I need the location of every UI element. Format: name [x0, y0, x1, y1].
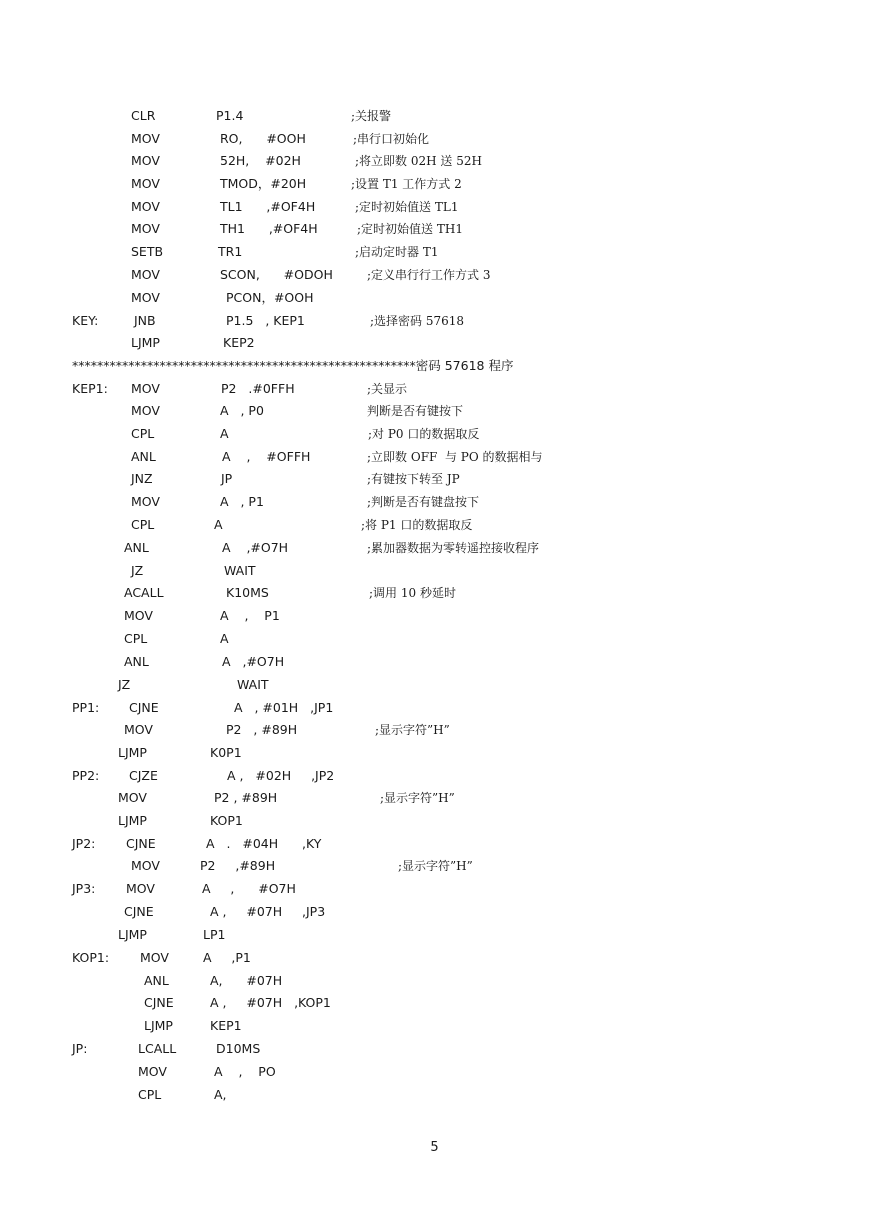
code-line [0, 197, 869, 217]
code-line [0, 401, 869, 421]
code-operand: A ,#O7H [222, 540, 289, 555]
code-comment: ;对 P0 口的数据取反 [368, 427, 480, 441]
code-mnemonic: MOV [126, 881, 155, 896]
code-line [0, 1016, 869, 1036]
code-operand: TR1 [218, 244, 243, 259]
code-mnemonic: CPL [124, 631, 148, 646]
code-line [0, 515, 869, 535]
code-mnemonic: CJNE [129, 700, 159, 715]
code-mnemonic: LJMP [118, 927, 147, 942]
code-comment: ;有键按下转至 JP [367, 472, 460, 486]
code-mnemonic: ANL [144, 973, 169, 988]
code-comment: 判断是否有键按下 [367, 404, 464, 418]
code-mnemonic: ANL [131, 449, 156, 464]
code-mnemonic: MOV [131, 403, 160, 418]
code-operand: P1.4 [216, 108, 244, 123]
code-mnemonic: LCALL [138, 1041, 177, 1056]
code-comment: ;显示字符”H” [380, 791, 455, 805]
code-line [0, 469, 869, 489]
code-mnemonic: ANL [124, 540, 149, 555]
code-comment: ;显示字符”H” [375, 723, 450, 737]
code-comment: ;显示字符”H” [398, 859, 473, 873]
code-label: KEP1: [72, 381, 108, 396]
code-label: JP3: [72, 881, 96, 896]
code-mnemonic: JZ [131, 563, 144, 578]
code-label: PP2: [72, 768, 100, 783]
code-operand: A , P0 [220, 403, 264, 418]
code-comment: ;判断是否有键盘按下 [367, 495, 480, 509]
code-operand: A , #02H ,JP2 [227, 768, 335, 783]
code-operand: PCON，#OOH [226, 290, 314, 305]
code-line [0, 1062, 869, 1082]
code-mnemonic: MOV [140, 950, 169, 965]
code-comment: ;串行口初始化 [353, 132, 430, 146]
code-operand: A, #07H [210, 973, 283, 988]
code-line [0, 811, 869, 831]
code-line [0, 242, 869, 262]
code-operand: A , #07H ,JP3 [210, 904, 326, 919]
code-operand: SCON, #ODOH [220, 267, 333, 282]
code-mnemonic: MOV [131, 176, 160, 191]
code-label: JP2: [72, 836, 96, 851]
code-line [0, 447, 869, 467]
code-operand: JP [221, 471, 233, 486]
code-operand: TL1 ,#OF4H [220, 199, 316, 214]
code-mnemonic: MOV [138, 1064, 167, 1079]
code-mnemonic: LJMP [118, 813, 147, 828]
code-mnemonic: JZ [118, 677, 131, 692]
code-line [0, 856, 869, 876]
code-operand: A [220, 426, 229, 441]
code-mnemonic: LJMP [131, 335, 160, 350]
code-operand: WAIT [224, 563, 256, 578]
code-line [0, 288, 869, 308]
code-comment: ;定时初始值送 TH1 [357, 222, 463, 236]
code-line [0, 265, 869, 285]
code-operand: A [214, 517, 223, 532]
code-mnemonic: MOV [124, 608, 153, 623]
code-operand: 52H, #02H [220, 153, 301, 168]
code-operand: A , #01H ,JP1 [234, 700, 334, 715]
code-line [0, 356, 869, 376]
code-operand: A, [214, 1087, 227, 1102]
code-operand: RO, #OOH [220, 131, 306, 146]
code-comment: ;定时初始值送 TL1 [355, 200, 459, 214]
code-line [0, 788, 869, 808]
code-line [0, 151, 869, 171]
code-operand: P1.5 , KEP1 [226, 313, 305, 328]
code-line [0, 993, 869, 1013]
code-mnemonic: JNB [134, 313, 156, 328]
code-line [0, 492, 869, 512]
code-mnemonic: CJNE [126, 836, 156, 851]
code-line [0, 311, 869, 331]
code-mnemonic: CPL [138, 1087, 162, 1102]
page-number: 5 [430, 1140, 439, 1155]
code-operand: P2 ,#89H [200, 858, 276, 873]
code-label: JP: [72, 1041, 88, 1056]
code-mnemonic: CPL [131, 517, 155, 532]
code-mnemonic: MOV [131, 381, 160, 396]
code-label: *******************************************************密码 57618 程序 [72, 358, 514, 373]
code-line [0, 333, 869, 353]
code-operand: LP1 [203, 927, 226, 942]
code-mnemonic: SETB [131, 244, 164, 259]
code-line [0, 561, 869, 581]
code-operand: A , #OFFH [222, 449, 311, 464]
code-operand: TMOD，#20H [220, 176, 307, 191]
code-mnemonic: CJZE [129, 768, 158, 783]
code-line [0, 902, 869, 922]
code-operand: KEP2 [223, 335, 255, 350]
code-mnemonic: MOV [131, 267, 160, 282]
code-mnemonic: MOV [131, 153, 160, 168]
code-operand: P2 .#0FFH [221, 381, 295, 396]
code-line [0, 675, 869, 695]
code-line [0, 925, 869, 945]
code-mnemonic: ANL [124, 654, 149, 669]
code-line [0, 379, 869, 399]
code-operand: P2 , #89H [226, 722, 298, 737]
code-mnemonic: CJNE [124, 904, 154, 919]
code-mnemonic: MOV [118, 790, 147, 805]
code-operand: A . #04H ,KY [206, 836, 322, 851]
code-mnemonic: CJNE [144, 995, 174, 1010]
code-comment: ;定义串行行工作方式 3 [367, 268, 491, 282]
code-comment: ;将立即数 02H 送 52H [355, 154, 482, 168]
code-mnemonic: MOV [131, 494, 160, 509]
code-line [0, 606, 869, 626]
code-line [0, 698, 869, 718]
code-operand: K0P1 [210, 745, 242, 760]
code-operand: K10MS [226, 585, 269, 600]
code-mnemonic: MOV [131, 858, 160, 873]
code-label: PP1: [72, 700, 100, 715]
code-label: KOP1: [72, 950, 110, 965]
code-mnemonic: MOV [131, 131, 160, 146]
code-line [0, 720, 869, 740]
code-mnemonic: MOV [131, 221, 160, 236]
code-line [0, 743, 869, 763]
code-mnemonic: CPL [131, 426, 155, 441]
code-operand: A , #O7H [202, 881, 296, 896]
code-line [0, 971, 869, 991]
code-line [0, 834, 869, 854]
code-operand: A , P1 [220, 608, 280, 623]
code-line [0, 129, 869, 149]
code-line [0, 652, 869, 672]
code-operand: A , P1 [220, 494, 264, 509]
code-operand: D10MS [216, 1041, 261, 1056]
code-mnemonic: ACALL [124, 585, 164, 600]
code-line [0, 583, 869, 603]
code-label: KEY: [72, 313, 99, 328]
code-mnemonic: MOV [131, 290, 160, 305]
code-mnemonic: MOV [124, 722, 153, 737]
code-mnemonic: MOV [131, 199, 160, 214]
code-comment: ;启动定时器 T1 [355, 245, 439, 259]
code-operand: A [220, 631, 229, 646]
code-operand: TH1 ,#OF4H [220, 221, 318, 236]
code-line [0, 424, 869, 444]
code-operand: A , #07H ,KOP1 [210, 995, 331, 1010]
code-mnemonic: LJMP [144, 1018, 173, 1033]
code-line [0, 538, 869, 558]
code-operand: A ,#O7H [222, 654, 285, 669]
code-line [0, 879, 869, 899]
code-line [0, 766, 869, 786]
code-comment: ;累加器数据为零转遥控接收程序 [367, 541, 540, 555]
code-operand: A ,P1 [203, 950, 251, 965]
code-operand: A , PO [214, 1064, 276, 1079]
code-comment: ;设置 T1 工作方式 2 [351, 177, 462, 191]
code-mnemonic: JNZ [131, 471, 153, 486]
code-line [0, 106, 869, 126]
code-mnemonic: CLR [131, 108, 156, 123]
code-comment: ;调用 10 秒延时 [369, 586, 456, 600]
code-operand: KEP1 [210, 1018, 242, 1033]
code-operand: P2 , #89H [214, 790, 278, 805]
code-comment: ;立即数 OFF 与 PO 的数据相与 [367, 450, 543, 464]
code-operand: WAIT [237, 677, 269, 692]
code-line [0, 629, 869, 649]
code-line [0, 1039, 869, 1059]
code-comment: ;选择密码 57618 [370, 314, 465, 328]
code-line [0, 174, 869, 194]
code-comment: ;将 P1 口的数据取反 [361, 518, 473, 532]
code-mnemonic: LJMP [118, 745, 147, 760]
code-comment: ;关显示 [367, 382, 408, 396]
code-line [0, 948, 869, 968]
code-operand: KOP1 [210, 813, 243, 828]
code-line [0, 1085, 869, 1105]
code-line [0, 219, 869, 239]
code-comment: ;关报警 [351, 109, 392, 123]
